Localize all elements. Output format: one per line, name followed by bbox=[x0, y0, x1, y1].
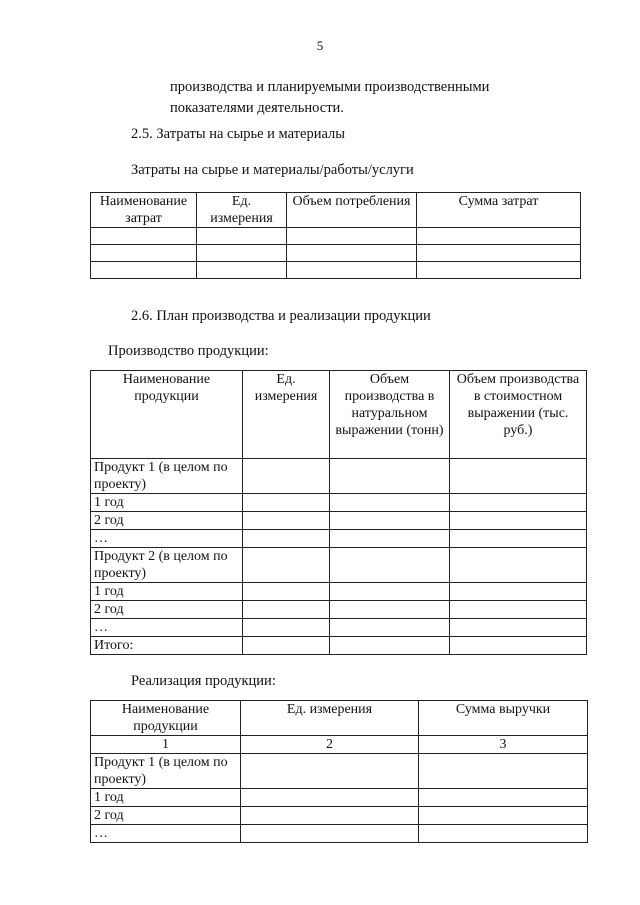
table-cell bbox=[419, 754, 588, 789]
table-cell bbox=[450, 601, 587, 619]
production-table bbox=[90, 370, 587, 655]
column-number: 3 bbox=[419, 736, 588, 754]
table-row bbox=[91, 530, 587, 548]
header-unit: Ед. измерения bbox=[243, 371, 330, 459]
intro-line-1: производства и планируемыми производственными bbox=[170, 79, 490, 95]
section-2-5-heading: 2.5. Затраты на сырье и материалы bbox=[131, 126, 345, 142]
table-cell bbox=[417, 245, 581, 262]
header-cost-sum: Сумма затрат bbox=[417, 193, 581, 228]
header-volume-value: Объем производства в стоимостном выражении (тыс. руб.) bbox=[450, 371, 587, 459]
column-number: 1 bbox=[91, 736, 241, 754]
section-2-6-heading: 2.6. План производства и реализации продукции bbox=[131, 308, 431, 324]
table-cell bbox=[197, 262, 287, 279]
table-row bbox=[91, 825, 588, 843]
header-consumption: Объем потребления bbox=[287, 193, 417, 228]
table-cell bbox=[450, 583, 587, 601]
row-label: Итого: bbox=[91, 637, 243, 655]
row-label: … bbox=[91, 619, 243, 637]
table-cell bbox=[243, 619, 330, 637]
table-cell bbox=[243, 583, 330, 601]
costs-table bbox=[90, 192, 581, 279]
production-table-header bbox=[91, 371, 587, 459]
table-row bbox=[91, 245, 581, 262]
table-cell bbox=[287, 228, 417, 245]
table-cell bbox=[450, 619, 587, 637]
header-unit: Ед. измерения bbox=[197, 193, 287, 228]
table-cell bbox=[450, 459, 587, 494]
sales-table bbox=[90, 700, 588, 843]
header-revenue: Сумма выручки bbox=[419, 701, 588, 736]
table-cell bbox=[330, 548, 450, 583]
costs-table-header bbox=[91, 193, 581, 228]
table-cell bbox=[241, 754, 419, 789]
table-cell bbox=[330, 583, 450, 601]
table-cell bbox=[197, 245, 287, 262]
table-cell bbox=[330, 530, 450, 548]
table-row bbox=[91, 459, 587, 494]
table-row bbox=[91, 548, 587, 583]
table-cell bbox=[91, 228, 197, 245]
table-cell bbox=[287, 245, 417, 262]
header-cost-name: Наименование затрат bbox=[91, 193, 197, 228]
table-cell bbox=[450, 637, 587, 655]
table-cell bbox=[330, 619, 450, 637]
table-cell bbox=[243, 601, 330, 619]
table-cell bbox=[330, 459, 450, 494]
row-label: 2 год bbox=[91, 512, 243, 530]
header-unit: Ед. измерения bbox=[241, 701, 419, 736]
table-cell bbox=[419, 789, 588, 807]
table-cell bbox=[91, 245, 197, 262]
table-cell bbox=[241, 789, 419, 807]
production-caption: Производство продукции: bbox=[108, 343, 269, 359]
table-cell bbox=[241, 807, 419, 825]
table-cell bbox=[287, 262, 417, 279]
row-label: Продукт 1 (в целом по проекту) bbox=[91, 754, 241, 789]
table-cell bbox=[243, 637, 330, 655]
costs-subheading: Затраты на сырье и материалы/работы/услуги bbox=[131, 162, 414, 178]
row-label: … bbox=[91, 530, 243, 548]
row-label: 2 год bbox=[91, 601, 243, 619]
table-cell bbox=[197, 228, 287, 245]
row-label: Продукт 1 (в целом по проекту) bbox=[91, 459, 243, 494]
row-label: … bbox=[91, 825, 241, 843]
table-cell bbox=[243, 459, 330, 494]
table-cell bbox=[243, 494, 330, 512]
table-cell bbox=[419, 807, 588, 825]
table-row bbox=[91, 512, 587, 530]
table-row bbox=[91, 754, 588, 789]
table-cell bbox=[243, 530, 330, 548]
table-cell bbox=[243, 512, 330, 530]
table-cell bbox=[91, 262, 197, 279]
row-label: Продукт 2 (в целом по проекту) bbox=[91, 548, 243, 583]
page-number: 5 bbox=[316, 38, 324, 53]
table-row bbox=[91, 637, 587, 655]
sales-table-header bbox=[91, 701, 588, 736]
table-row bbox=[91, 601, 587, 619]
table-cell bbox=[450, 512, 587, 530]
column-number: 2 bbox=[241, 736, 419, 754]
table-cell bbox=[450, 494, 587, 512]
header-product-name: Наименование продукции bbox=[91, 701, 241, 736]
row-label: 1 год bbox=[91, 583, 243, 601]
header-volume-natural: Объем производства в натуральном выражении (тонн) bbox=[330, 371, 450, 459]
table-cell bbox=[330, 601, 450, 619]
row-label: 2 год bbox=[91, 807, 241, 825]
table-row bbox=[91, 789, 588, 807]
table-cell bbox=[450, 548, 587, 583]
sales-caption: Реализация продукции: bbox=[131, 673, 276, 689]
table-cell bbox=[417, 262, 581, 279]
table-cell bbox=[419, 825, 588, 843]
intro-paragraph bbox=[170, 77, 570, 119]
table-row bbox=[91, 494, 587, 512]
table-row bbox=[91, 807, 588, 825]
table-cell bbox=[243, 548, 330, 583]
table-cell bbox=[330, 512, 450, 530]
table-cell bbox=[450, 530, 587, 548]
table-cell bbox=[330, 637, 450, 655]
column-numbers-row bbox=[91, 736, 588, 754]
row-label: 1 год bbox=[91, 494, 243, 512]
table-row bbox=[91, 262, 581, 279]
row-label: 1 год bbox=[91, 789, 241, 807]
table-cell bbox=[330, 494, 450, 512]
table-row bbox=[91, 583, 587, 601]
table-row bbox=[91, 619, 587, 637]
header-product-name: Наименование продукции bbox=[91, 371, 243, 459]
table-cell bbox=[241, 825, 419, 843]
intro-line-2: показателями деятельности. bbox=[170, 100, 344, 116]
table-row bbox=[91, 228, 581, 245]
table-cell bbox=[417, 228, 581, 245]
